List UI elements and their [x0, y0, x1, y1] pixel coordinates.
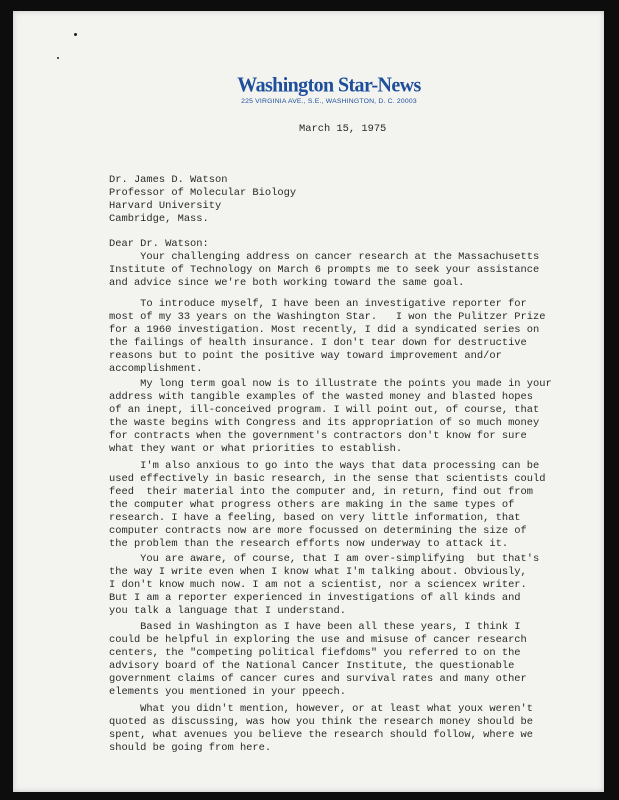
body-line: address with tangible examples of the wasted money and blasted hopes [109, 391, 534, 403]
body-line: the way I write even when I know what I'm talking about. Obviously, [109, 566, 527, 578]
body-line: spent, what avenues you believe the research should follow, where we [109, 729, 534, 741]
body-line: I'm also anxious to go into the ways that data processing can be [109, 460, 540, 472]
body-line: advisory board of the National Cancer Institute, the questionable [109, 660, 515, 672]
body-line: and advice since we're both working toward the same goal. [109, 277, 465, 289]
body-line: feed their material into the computer and, in return, find out from [109, 486, 534, 498]
body-line: for a 1960 investigation. Most recently, I did a syndicated series on [109, 324, 540, 336]
body-line: You are aware, of course, that I am over-simplifying but that's [109, 553, 540, 565]
body-line: Institute of Technology on March 6 prompts me to seek your assistance [109, 264, 540, 276]
body-line: the waste begins with Congress and its appropriation of so much money [109, 417, 540, 429]
body-line: To introduce myself, I have been an investigative reporter for [109, 298, 527, 310]
body-line: the computer what progress others are making in the same types of [109, 499, 515, 511]
body-line: research. I have a feeling, based on very little information, that [109, 512, 521, 524]
letterhead-address: 225 VIRGINIA AVE., S.E., WASHINGTON, D. C. 20003 [241, 98, 417, 105]
body-line: elements you mentioned in your ppeech. [109, 686, 346, 698]
body-line: I don't know much now. I am not a scientist, nor a sciencex writer. [109, 579, 527, 591]
body-line: you talk a language that I understand. [109, 605, 346, 617]
letterhead-name: Washington Star-News [237, 73, 421, 97]
body-line: Your challenging address on cancer research at the Massachusetts [109, 251, 540, 263]
recipient-line: Dr. James D. Watson [109, 174, 228, 186]
body-line: what they want or what priorities to establish. [109, 443, 403, 455]
body-line: computer contracts now are more focussed on determining the size of [109, 525, 527, 537]
body-line: accomplishment. [109, 363, 203, 375]
salutation: Dear Dr. Watson: [109, 238, 209, 250]
body-line: should be going from here. [109, 742, 272, 754]
body-line: centers, the "competing political fiefdoms" you referred to on the [109, 647, 521, 659]
body-line: used effectively in basic research, in the sense that scientists could [109, 473, 546, 485]
body-line: for contracts when the government's contractors don't know for sure [109, 430, 527, 442]
letter-date: March 15, 1975 [299, 123, 387, 135]
body-line: My long term goal now is to illustrate the points you made in your [109, 378, 552, 390]
body-line: the failings of health insurance. I don't tear down for destructive [109, 337, 527, 349]
recipient-line: Harvard University [109, 200, 222, 212]
body-line: government claims of cancer cures and survival rates and many other [109, 673, 527, 685]
body-line: reasons but to point the positive way toward improvement and/or [109, 350, 502, 362]
recipient-line: Cambridge, Mass. [109, 213, 209, 225]
body-line: quoted as discussing, was how you think the research money should be [109, 716, 534, 728]
body-line: could be helpful in exploring the use and misuse of cancer research [109, 634, 527, 646]
recipient-line: Professor of Molecular Biology [109, 187, 297, 199]
body-line: Based in Washington as I have been all these years, I think I [109, 621, 521, 633]
body-line: What you didn't mention, however, or at least what youx weren't [109, 703, 534, 715]
body-line: But I am a reporter experienced in investigations of all kinds and [109, 592, 521, 604]
body-line: of an inept, ill-conceived program. I will point out, of course, that [109, 404, 540, 416]
body-line: most of my 33 years on the Washington Star. I won the Pulitzer Prize [109, 311, 546, 323]
body-line: the problem than the research efforts now underway to attack it. [109, 538, 509, 550]
